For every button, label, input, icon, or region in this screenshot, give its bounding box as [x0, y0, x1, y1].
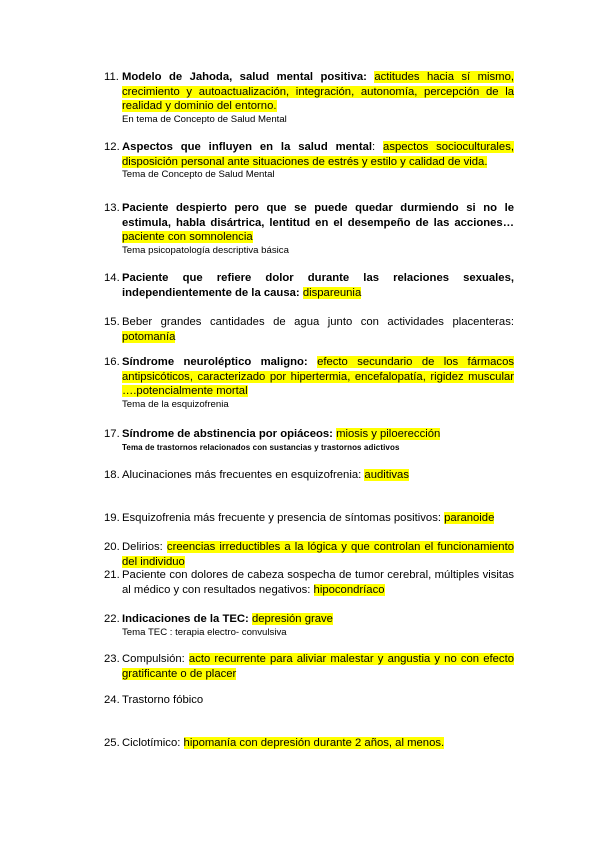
item-label: Paciente despierto pero que se puede quedar durmiendo si no le estimula, habla disártrica, lentitud en el desempeño de las acciones…	[122, 202, 514, 229]
item-19	[104, 511, 514, 526]
item-text	[122, 468, 514, 483]
item-answer: creencias irreductibles a la lógica y que controlan el funcionamiento del individuo	[122, 541, 514, 568]
item-14	[104, 271, 514, 300]
item-number: 24.	[104, 694, 120, 706]
item-24	[104, 693, 514, 708]
item-label: Síndrome neuroléptico maligno:	[122, 356, 308, 368]
item-number: 21.	[104, 569, 120, 581]
item-answer: miosis y piloerección	[336, 428, 441, 440]
item-17	[104, 427, 514, 454]
item-15	[104, 315, 514, 344]
item-text	[122, 355, 514, 399]
item-number: 11.	[104, 71, 119, 83]
item-number: 15.	[104, 316, 120, 328]
item-number: 18.	[104, 469, 120, 481]
item-label: Síndrome de abstinencia por opiáceos:	[122, 428, 333, 440]
item-text	[122, 568, 514, 597]
item-text	[122, 652, 514, 681]
item-text	[122, 271, 514, 300]
item-text	[122, 70, 514, 114]
item-label: Compulsión:	[122, 653, 185, 665]
item-answer: potomanía	[122, 330, 176, 343]
item-23	[104, 652, 514, 681]
item-answer: paranoide	[444, 512, 495, 524]
item-answer: depresión grave	[251, 613, 333, 625]
item-number: 25.	[104, 737, 120, 749]
item-label: Beber grandes cantidades de agua junto con actividades placenteras:	[122, 316, 514, 328]
item-answer: paciente con somnolencia	[122, 231, 253, 244]
item-answer: actitudes hacia sí mismo, crecimiento y autoactualización, integración, autonomía, percepción de la realidad y dominio del entorno.	[122, 71, 515, 113]
item-number: 12.	[104, 141, 120, 153]
item-label: Aspectos que influyen en la salud mental	[122, 141, 373, 153]
item-20	[104, 540, 514, 569]
item-label: Modelo de Jahoda, salud mental positiva:	[122, 71, 367, 83]
item-number: 22.	[104, 613, 120, 625]
item-number: 19.	[104, 512, 120, 524]
item-number: 14.	[104, 272, 120, 284]
item-subtitle: Tema psicopatología descriptiva básica	[122, 244, 289, 256]
item-text	[122, 315, 514, 344]
item-answer: acto recurrente para aliviar malestar y angustia y no con efecto gratificante o de placer	[122, 653, 514, 680]
item-subtitle: Tema TEC : terapia electro- convulsiva	[122, 626, 287, 638]
item-text	[122, 736, 514, 751]
item-11	[104, 70, 514, 126]
item-label: Alucinaciones más frecuentes en esquizofrenia:	[122, 469, 362, 481]
item-answer: dispareunia	[302, 286, 362, 299]
item-answer: auditivas	[364, 469, 409, 481]
item-number: 13.	[104, 202, 120, 214]
item-text	[122, 427, 514, 442]
item-18	[104, 468, 514, 483]
item-text: Trastorno fóbico	[122, 694, 204, 706]
item-label: Paciente con dolores de cabeza sospecha de tumor cerebral, múltiples visitas al médico y con resultados negativos:	[122, 569, 514, 596]
item-number: 23.	[104, 653, 120, 665]
item-25	[104, 736, 514, 751]
item-answer: aspectos socioculturales, disposición personal ante situaciones de estrés y estilo y calidad de vida.	[122, 141, 514, 168]
item-answer: hipocondríaco	[313, 583, 385, 596]
item-13	[104, 201, 514, 257]
item-subtitle: Tema de trastornos relacionados con sustancias y trastornos adictivos	[122, 442, 400, 452]
item-subtitle: Tema de Concepto de Salud Mental	[122, 169, 275, 181]
item-label: Indicaciones de la TEC:	[122, 613, 249, 625]
item-12	[104, 140, 514, 181]
item-number: 20.	[104, 541, 120, 553]
item-label: Paciente que refiere dolor durante las relaciones sexuales, independientemente de la causa:	[122, 272, 514, 299]
item-label: Delirios:	[122, 541, 163, 553]
item-text	[122, 612, 514, 627]
item-answer: efecto secundario de los fármacos antipsicóticos, caracterizado por hipertermia, encefalopatía, rigidez muscular ….potencialmente mortal	[122, 356, 515, 398]
item-number: 16.	[104, 356, 120, 368]
item-text	[122, 201, 514, 245]
item-label: Esquizofrenia más frecuente y presencia de síntomas positivos:	[122, 512, 441, 524]
item-answer: hipomanía con depresión durante 2 años, al menos.	[183, 737, 445, 749]
item-22	[104, 612, 514, 639]
item-label: Ciclotímico:	[122, 737, 181, 749]
item-text	[122, 540, 514, 569]
item-text	[122, 511, 514, 526]
item-number: 17.	[104, 428, 120, 440]
item-text: Aspectos que influyen en la salud mental: aspectos socioculturales, disposición personal ante situaciones de estrés y estilo y calidad de vida.	[122, 141, 514, 168]
item-16	[104, 355, 514, 411]
item-subtitle: Tema de la esquizofrenia	[122, 398, 229, 410]
item-subtitle: En tema de Concepto de Salud Mental	[122, 113, 287, 125]
item-21	[104, 568, 514, 597]
